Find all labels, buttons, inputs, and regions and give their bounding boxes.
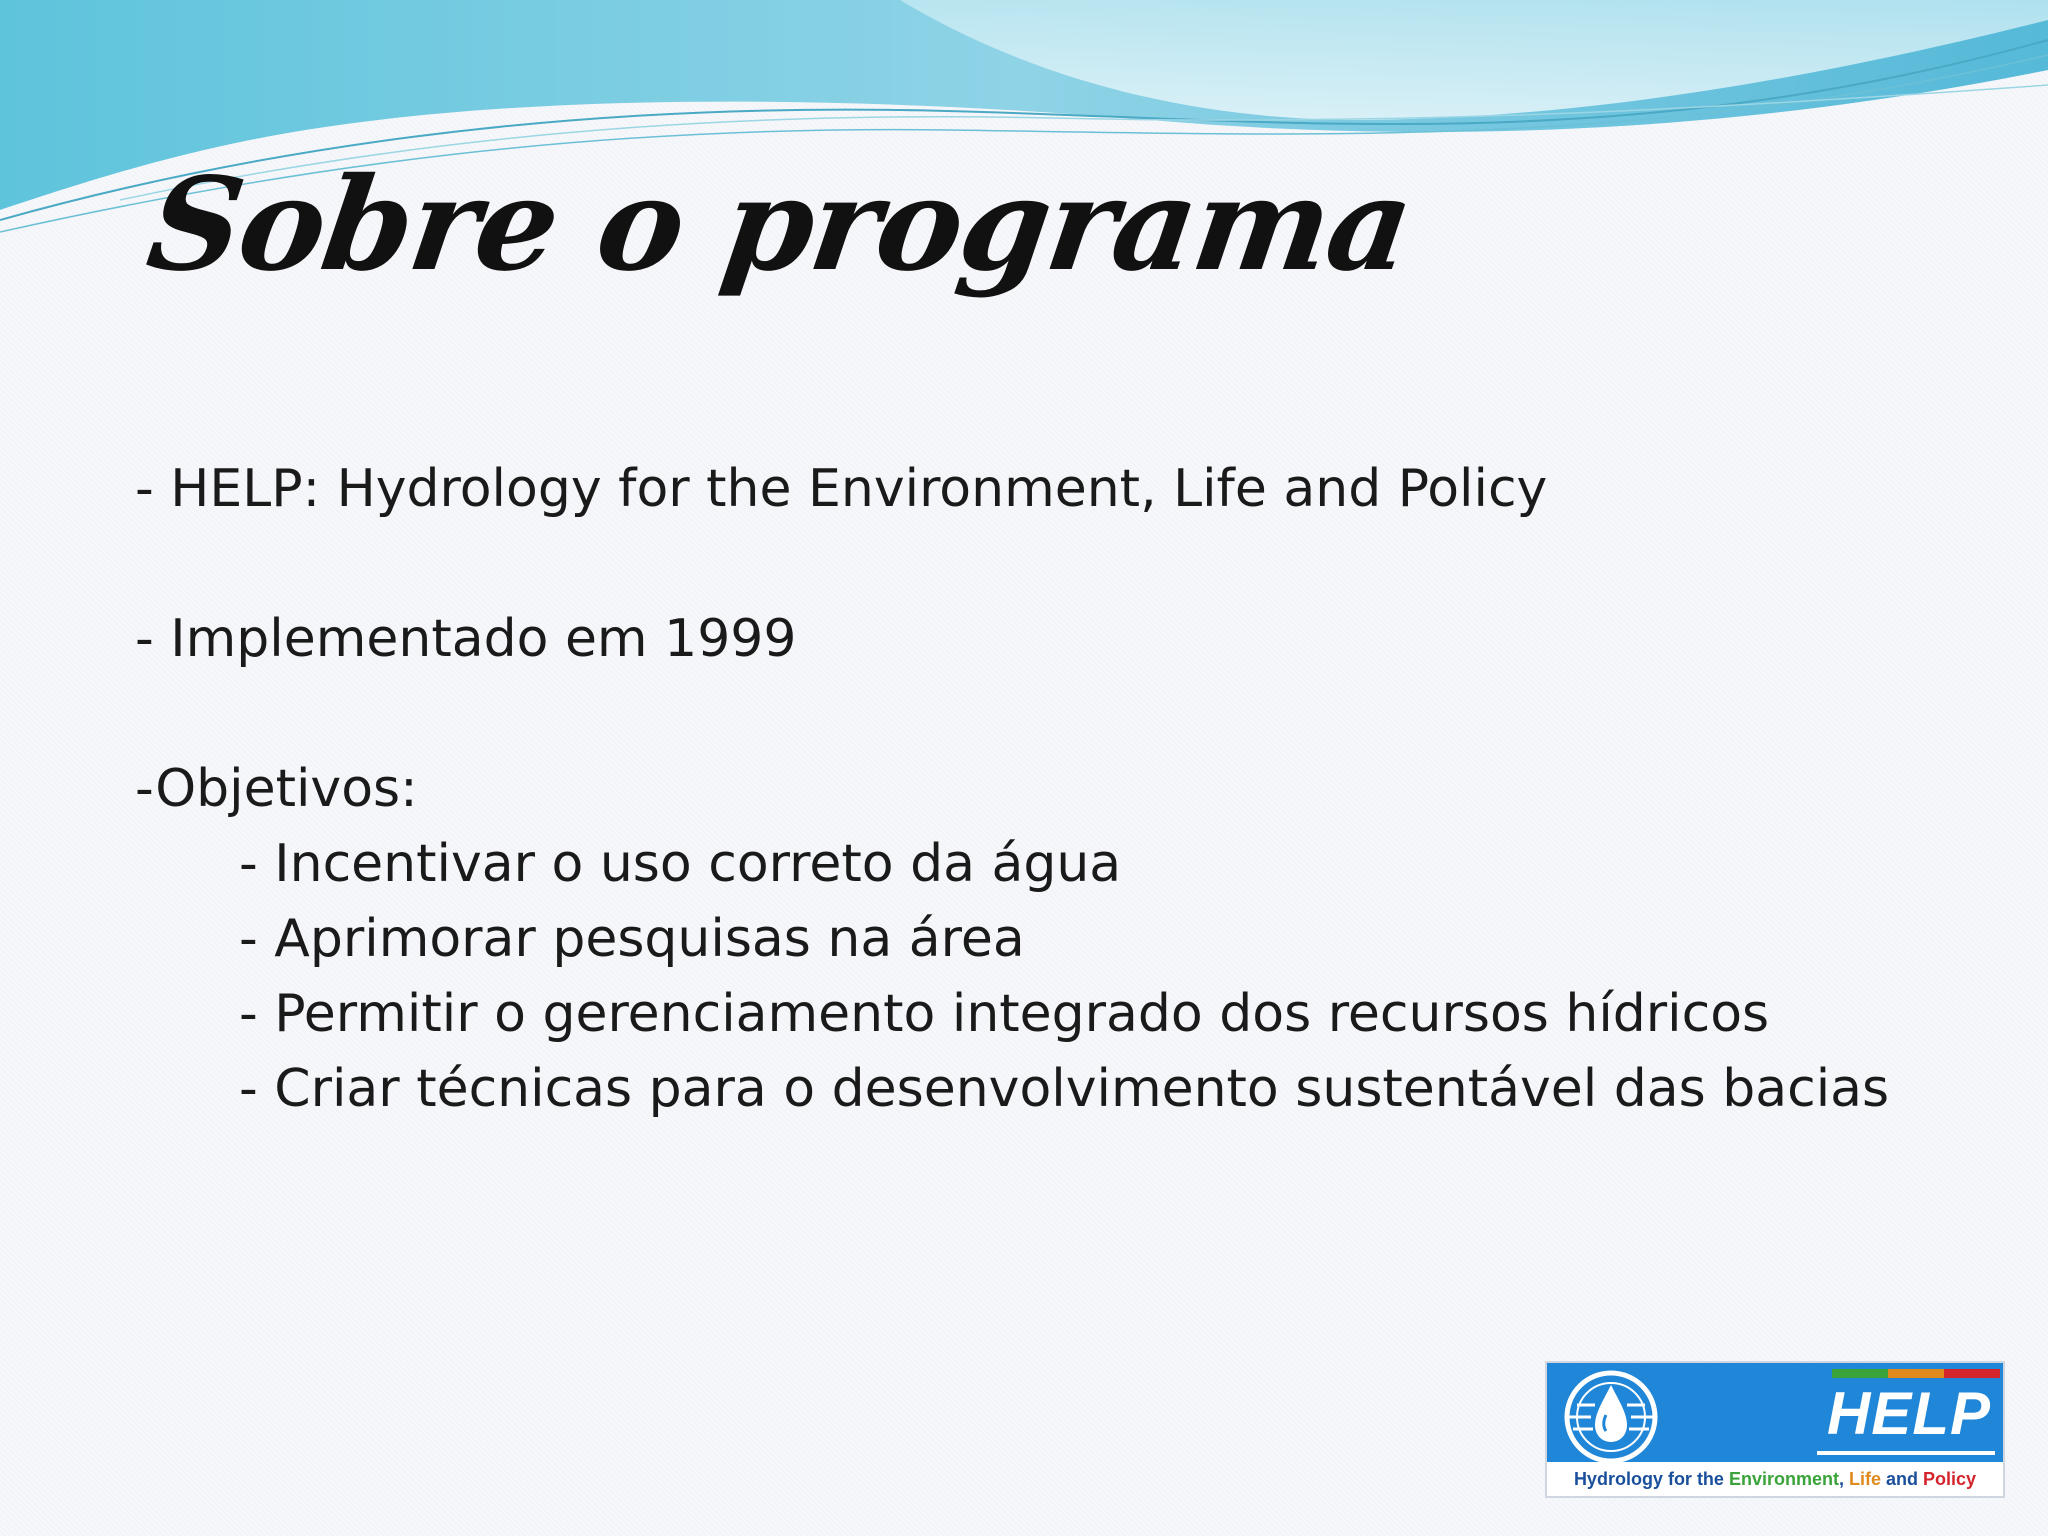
bullet-objetivos: -Objetivos: xyxy=(135,759,418,819)
water-drop-icon xyxy=(1561,1367,1661,1467)
logo-underline xyxy=(1817,1451,1995,1455)
bar-orange xyxy=(1888,1369,1944,1378)
caption-policy: Policy xyxy=(1923,1469,1977,1489)
caption-prefix: Hydrology for the xyxy=(1573,1469,1729,1489)
caption-environment: Environment xyxy=(1728,1469,1839,1489)
bullet-implementado: - Implementado em 1999 xyxy=(135,609,797,669)
bar-green xyxy=(1832,1369,1888,1378)
caption-and: and xyxy=(1881,1469,1924,1489)
spacer xyxy=(135,527,2015,602)
bar-red xyxy=(1944,1369,2000,1378)
logo-color-bars xyxy=(1832,1369,2000,1378)
objective-item: - Permitir o gerenciamento integrado dos recursos hídricos xyxy=(239,984,1770,1044)
objective-item: - Incentivar o uso correto da água xyxy=(239,834,1122,894)
slide-title: Sobre o programa xyxy=(139,150,1420,300)
caption-comma: , xyxy=(1838,1469,1849,1489)
logo-wordmark: HELP xyxy=(1826,1380,1991,1447)
objective-item: - Aprimorar pesquisas na área xyxy=(239,909,1025,969)
bullet-help: - HELP: Hydrology for the Environment, Life and Policy xyxy=(135,459,1548,519)
help-logo xyxy=(1545,1361,2005,1498)
caption-life: Life xyxy=(1848,1469,1881,1489)
logo-caption xyxy=(1547,1462,2003,1496)
slide-body xyxy=(135,452,2015,1127)
objective-item: - Criar técnicas para o desenvolvimento sustentável das bacias xyxy=(239,1059,1890,1119)
spacer xyxy=(135,677,2015,752)
